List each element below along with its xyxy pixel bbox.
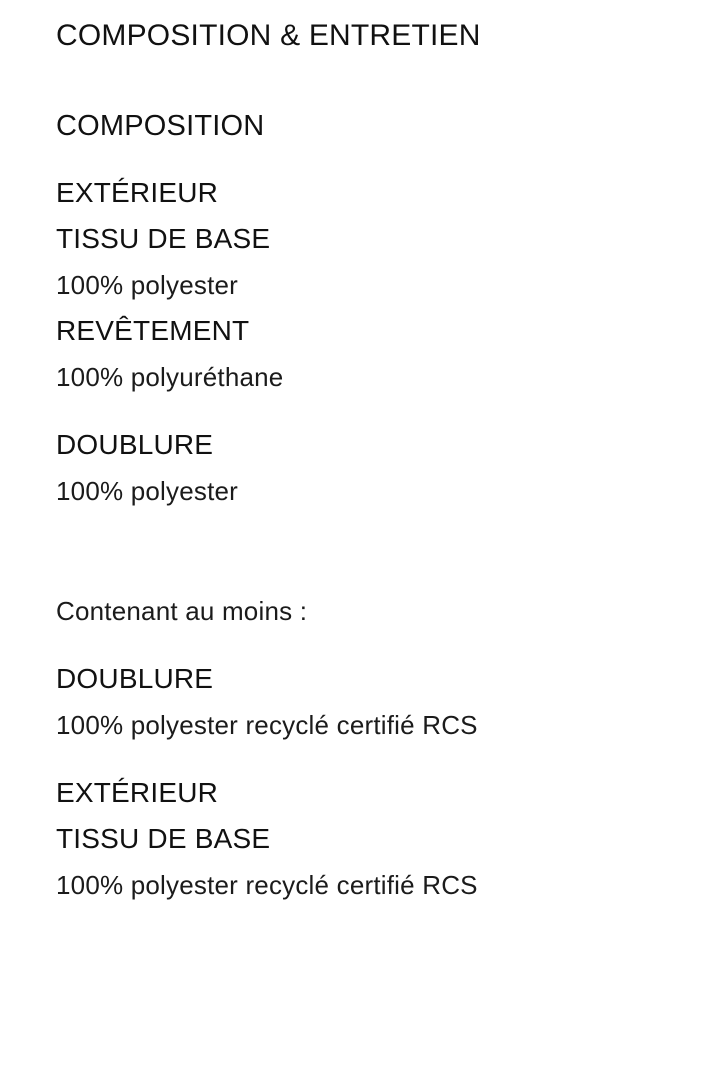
spacer: [56, 148, 672, 170]
recycled-content-section: [56, 588, 672, 908]
composition-group-doublure: [56, 422, 672, 514]
group-value-polyester: 100% polyester: [56, 270, 239, 300]
spacer: [56, 400, 672, 422]
group-value-doublure-polyester: 100% polyester: [56, 476, 239, 506]
page-title: COMPOSITION & ENTRETIEN: [56, 19, 481, 52]
group-value-doublure-recycled: 100% polyester recyclé certifié RCS: [56, 710, 478, 740]
composition-section: [56, 104, 672, 514]
recycled-group-doublure: [56, 656, 672, 748]
spacer: [56, 634, 672, 656]
group-sublabel-tissu-de-base-recycled: TISSU DE BASE: [56, 823, 271, 854]
section-heading-composition: COMPOSITION: [56, 110, 265, 142]
group-sublabel-tissu-de-base: TISSU DE BASE: [56, 223, 271, 254]
group-label-exterieur: EXTÉRIEUR: [56, 177, 219, 208]
spacer: [56, 58, 672, 104]
note-contenant-au-moins: Contenant au moins :: [56, 596, 308, 626]
spacer: [56, 748, 672, 770]
group-label-exterieur-recycled: EXTÉRIEUR: [56, 777, 219, 808]
group-label-doublure: DOUBLURE: [56, 429, 214, 460]
spacer: [56, 514, 672, 588]
group-value-exterieur-recycled: 100% polyester recyclé certifié RCS: [56, 870, 478, 900]
composition-group-exterieur: [56, 170, 672, 400]
recycled-group-exterieur: [56, 770, 672, 908]
group-value-polyurethane: 100% polyuréthane: [56, 362, 284, 392]
group-label-doublure-recycled: DOUBLURE: [56, 663, 214, 694]
group-label-revetement: REVÊTEMENT: [56, 315, 250, 346]
